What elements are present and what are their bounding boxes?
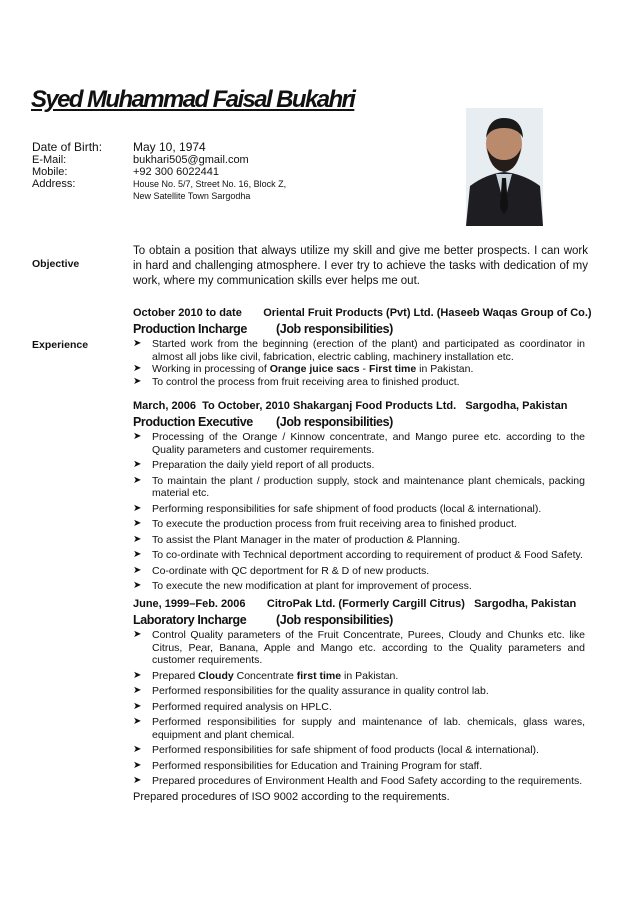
arrow-bullet-icon: ➤: [133, 685, 142, 696]
bullet-text: [152, 534, 585, 547]
job-entry: [133, 306, 592, 388]
personal-info: [32, 140, 286, 202]
arrow-bullet-icon: ➤: [133, 363, 142, 374]
candidate-name: Syed Muhammad Faisal Bukahri: [31, 86, 355, 113]
text-segment: To execute the production process from fruit receiving area to finished product.: [152, 518, 517, 530]
objective-label: Objective: [32, 258, 80, 270]
text-segment: Prepared: [152, 669, 199, 682]
arrow-bullet-icon: ➤: [133, 629, 142, 640]
experience-label: Experience: [32, 339, 89, 351]
bullet-text: [152, 549, 585, 562]
dob-value: May 10, 1974: [133, 140, 206, 154]
address-label: Address:: [32, 178, 76, 190]
bullet-text: [152, 503, 585, 516]
bullet-item: [133, 503, 585, 516]
job-entry: [133, 597, 585, 803]
text-segment: To co-ordinate with Technical deportment according to requirement of product & Food Safety.: [152, 549, 583, 561]
bullet-text: [152, 670, 585, 683]
bullet-item: [133, 565, 585, 578]
arrow-bullet-icon: ➤: [133, 375, 142, 387]
bullet-text: [152, 459, 585, 472]
bold-text: first time: [296, 669, 342, 682]
address-line2: New Satellite Town Sargodha: [133, 191, 251, 201]
text-segment: To control the process from fruit receiving area to finished product.: [152, 375, 460, 388]
job-header: October 2010 to date Oriental Fruit Products (Pvt) Ltd. (Haseeb Waqas Group of Co.): [133, 307, 592, 319]
bullet-text: [152, 775, 585, 788]
bullet-text: [152, 629, 585, 667]
bullet-text: [152, 580, 585, 593]
bullet-text: [152, 518, 585, 531]
bullet-text: [152, 338, 585, 363]
bullet-item: [133, 685, 585, 698]
text-segment: Performed responsibilities for supply and maintenance of lab. chemicals, glass wares, equipment and plant chemical.: [152, 716, 585, 741]
bullet-item: [133, 760, 585, 773]
profile-photo: [466, 108, 543, 226]
bullet-item: [133, 580, 585, 593]
text-segment: Working in processing of: [152, 363, 270, 375]
job-title: Production Executive: [133, 415, 253, 429]
bullet-item: [133, 549, 585, 562]
text-segment: Performed responsibilities for Education and Training Program for staff.: [152, 759, 483, 772]
arrow-bullet-icon: ➤: [133, 744, 142, 755]
arrow-bullet-icon: ➤: [133, 431, 142, 442]
bold-text: Orange juice sacs: [269, 363, 360, 375]
text-segment: To maintain the plant / production supply, stock and maintenance plant chemicals, packing material etc.: [152, 474, 585, 499]
bullet-text: [152, 475, 585, 500]
arrow-bullet-icon: ➤: [133, 474, 142, 486]
text-segment: Concentrate: [233, 669, 297, 682]
bullet-item: [133, 363, 585, 376]
bullet-text: [152, 685, 585, 698]
bullet-item: [133, 534, 585, 547]
text-segment: in Pakistan.: [416, 363, 474, 375]
email-label: E-Mail:: [32, 154, 67, 166]
text-segment: Performed responsibilities for safe shipment of food products (local & international).: [152, 744, 539, 756]
text-segment: in Pakistan.: [341, 669, 399, 682]
bullet-text: [152, 376, 585, 389]
dob-label: Date of Birth:: [32, 140, 103, 154]
text-segment: Co-ordinate with QC deportment for R & D of new products.: [152, 564, 430, 577]
job-entry: [133, 399, 585, 596]
arrow-bullet-icon: ➤: [133, 533, 142, 545]
text-segment: To execute the new modification at plant for improvement of process.: [152, 580, 472, 592]
arrow-bullet-icon: ➤: [133, 564, 142, 576]
job-header: June, 1999–Feb. 2006 CitroPak Ltd. (Formerly Cargill Citrus) Sargodha, Pakistan: [133, 598, 577, 610]
bullet-item: [133, 338, 585, 363]
arrow-bullet-icon: ➤: [133, 459, 142, 470]
bullet-text: [152, 565, 585, 578]
arrow-bullet-icon: ➤: [133, 580, 142, 591]
text-segment: Performed responsibilities for the quality assurance in quality control lab.: [152, 685, 489, 697]
job-responsibilities-label: (Job responsibilities): [276, 415, 393, 429]
text-segment: Processing of the Orange / Kinnow concentrate, and Mango puree etc. according to the Quality parameters and customer requirements.: [152, 431, 585, 456]
email-value: bukhari505@gmail.com: [133, 154, 249, 166]
job-title: Production Incharge: [133, 322, 247, 336]
job-title: Laboratory Incharge: [133, 613, 247, 627]
arrow-bullet-icon: ➤: [133, 775, 142, 786]
bullet-item: [133, 431, 585, 456]
job-header: March, 2006 To October, 2010 Shakarganj Food Products Ltd. Sargodha, Pakistan: [133, 400, 568, 412]
objective-text: To obtain a position that always utilize my skill and give me better prospects. I can work in hard and challenging atmosphere. I ever try to achieve the tasks with dedication of my work, where my communication skills ever helps me out.: [133, 245, 588, 287]
bullet-text: [152, 760, 585, 773]
bullet-text: [152, 701, 585, 714]
bold-text: First time: [368, 363, 417, 375]
bullet-item: [133, 629, 585, 667]
text-segment: Control Quality parameters of the Fruit Concentrate, Purees, Cloudy and Chunks etc. like Citrus, Pear, Banana, Apple and Mango etc. according to the Quality parameters and customer requirements.: [152, 629, 585, 666]
text-segment: Performing responsibilities for safe shipment of food products (local & international).: [152, 502, 542, 515]
arrow-bullet-icon: ➤: [133, 502, 142, 514]
bullet-item: [133, 670, 585, 683]
address-line1: House No. 5/7, Street No. 16, Block Z,: [133, 179, 287, 189]
arrow-bullet-icon: ➤: [133, 518, 142, 529]
bullet-text: [152, 431, 585, 456]
text-segment: -: [359, 363, 369, 375]
bullet-item: [133, 475, 585, 500]
arrow-bullet-icon: ➤: [133, 338, 142, 349]
job-responsibilities-label: (Job responsibilities): [276, 613, 393, 627]
mobile-label: Mobile:: [32, 166, 68, 178]
job-responsibilities-label: (Job responsibilities): [276, 322, 393, 336]
bullet-item: [133, 775, 585, 788]
bullet-text: [152, 716, 585, 741]
bullet-item: [133, 518, 585, 531]
arrow-bullet-icon: ➤: [133, 759, 142, 771]
text-segment: Performed required analysis on HPLC.: [152, 700, 332, 713]
job-footer-text: Prepared procedures of ISO 9002 according to the requirements.: [133, 790, 450, 803]
bullet-item: [133, 701, 585, 714]
text-segment: To assist the Plant Manager in the mater of production & Planning.: [152, 533, 461, 546]
bullet-item: [133, 376, 585, 389]
arrow-bullet-icon: ➤: [133, 700, 142, 712]
bullet-text: [152, 744, 585, 757]
bullet-item: [133, 744, 585, 757]
arrow-bullet-icon: ➤: [133, 716, 142, 727]
text-segment: Preparation the daily yield report of all products.: [152, 459, 375, 471]
bullet-item: [133, 716, 585, 741]
arrow-bullet-icon: ➤: [133, 669, 142, 681]
mobile-value: +92 300 6022441: [133, 166, 219, 178]
bullet-text: [152, 363, 585, 376]
arrow-bullet-icon: ➤: [133, 549, 142, 560]
text-segment: Prepared procedures of Environment Health and Food Safety according to the requirements.: [152, 775, 583, 787]
bold-text: Cloudy: [198, 669, 234, 682]
text-segment: Started work from the beginning (erection of the plant) and participated as coordinator in almost all jobs like civil, fabrication, electric cabling, machinery installation etc.: [152, 338, 585, 363]
bullet-item: [133, 459, 585, 472]
